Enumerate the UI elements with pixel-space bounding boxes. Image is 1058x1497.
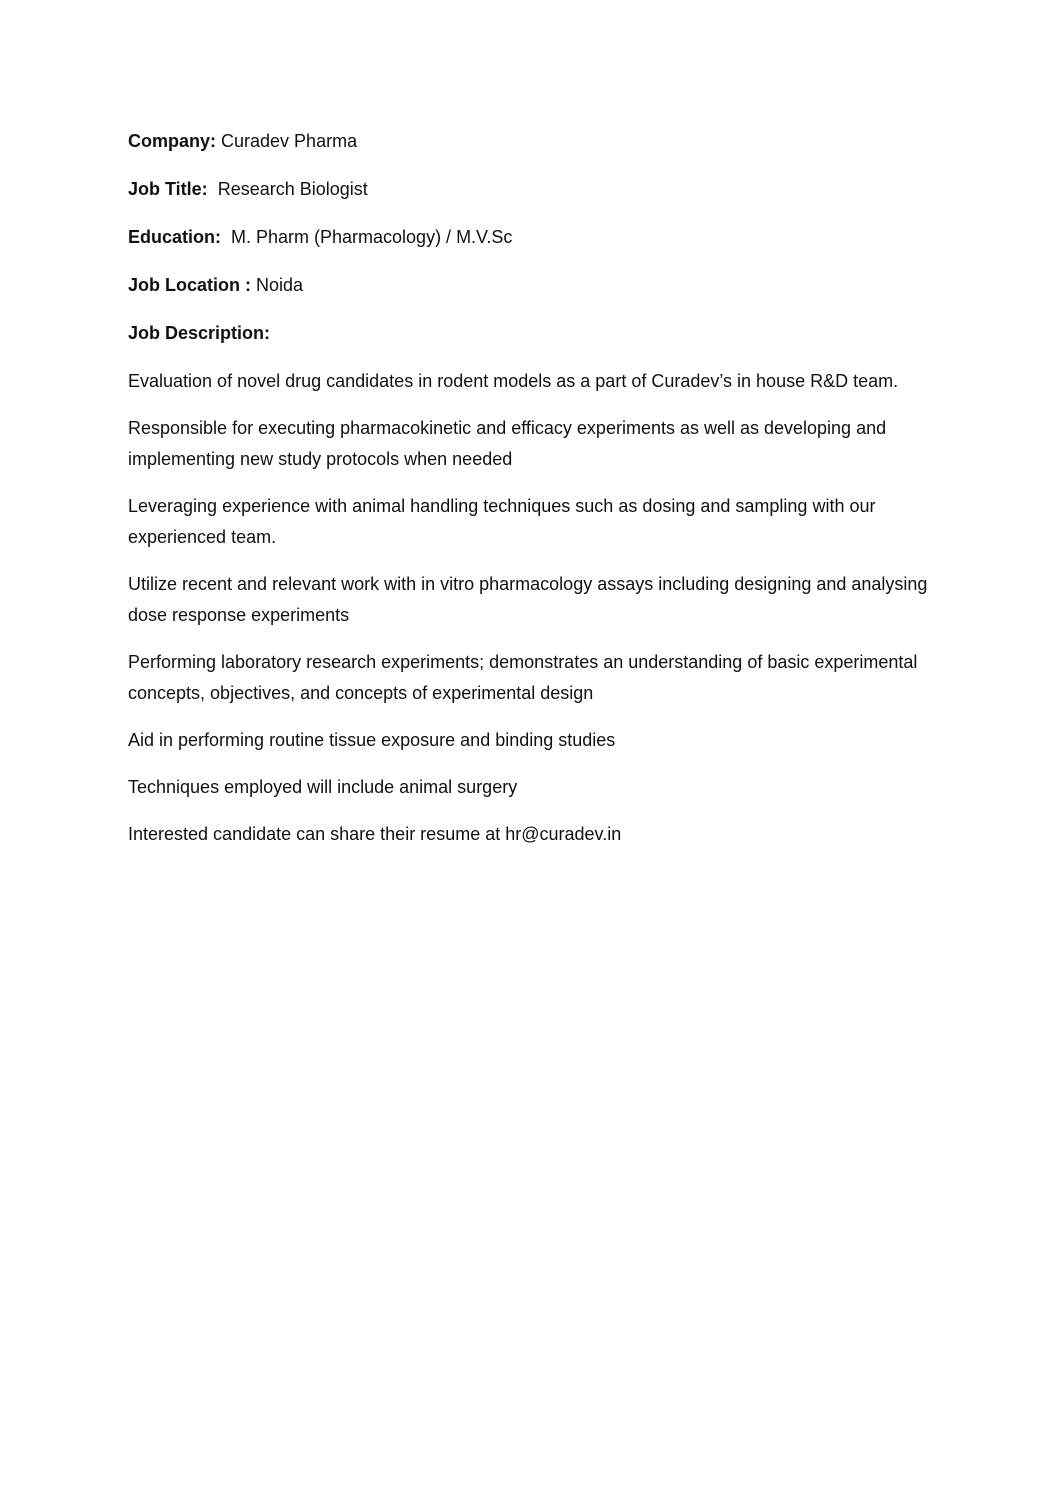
job-location-field (128, 272, 928, 298)
company-value: Curadev Pharma (216, 131, 358, 151)
education-field (128, 224, 928, 250)
description-paragraph: Evaluation of novel drug candidates in rodent models as a part of Curadev’s in house R&D team. (128, 371, 899, 391)
job-description-heading: Job Description: (128, 323, 271, 343)
education-value: M. Pharm (Pharmacology) / M.V.Sc (221, 227, 513, 247)
job-title-value: Research Biologist (207, 179, 368, 199)
contact-paragraph: Interested candidate can share their resume at hr@curadev.in (128, 824, 622, 844)
job-location-value: Noida (251, 275, 304, 295)
description-paragraph: Utilize recent and relevant work with in vitro pharmacology assays including designing and analysing dose response experiments (128, 574, 928, 625)
document-content (128, 128, 928, 866)
education-label: Education: (128, 227, 221, 247)
description-paragraph: Performing laboratory research experiments; demonstrates an understanding of basic experimental concepts, objectives, and concepts of experimental design (128, 652, 918, 703)
description-paragraph: Aid in performing routine tissue exposure and binding studies (128, 730, 616, 750)
company-field (128, 128, 928, 154)
description-paragraph: Leveraging experience with animal handling techniques such as dosing and sampling with our experienced team. (128, 496, 876, 547)
job-title-field (128, 176, 928, 202)
company-label: Company: (128, 131, 217, 151)
description-paragraph: Responsible for executing pharmacokinetic and efficacy experiments as well as developing and implementing new study protocols when needed (128, 418, 887, 469)
job-title-label: Job Title: (128, 179, 208, 199)
description-paragraph: Techniques employed will include animal surgery (128, 777, 518, 797)
job-location-label: Job Location : (128, 275, 251, 295)
